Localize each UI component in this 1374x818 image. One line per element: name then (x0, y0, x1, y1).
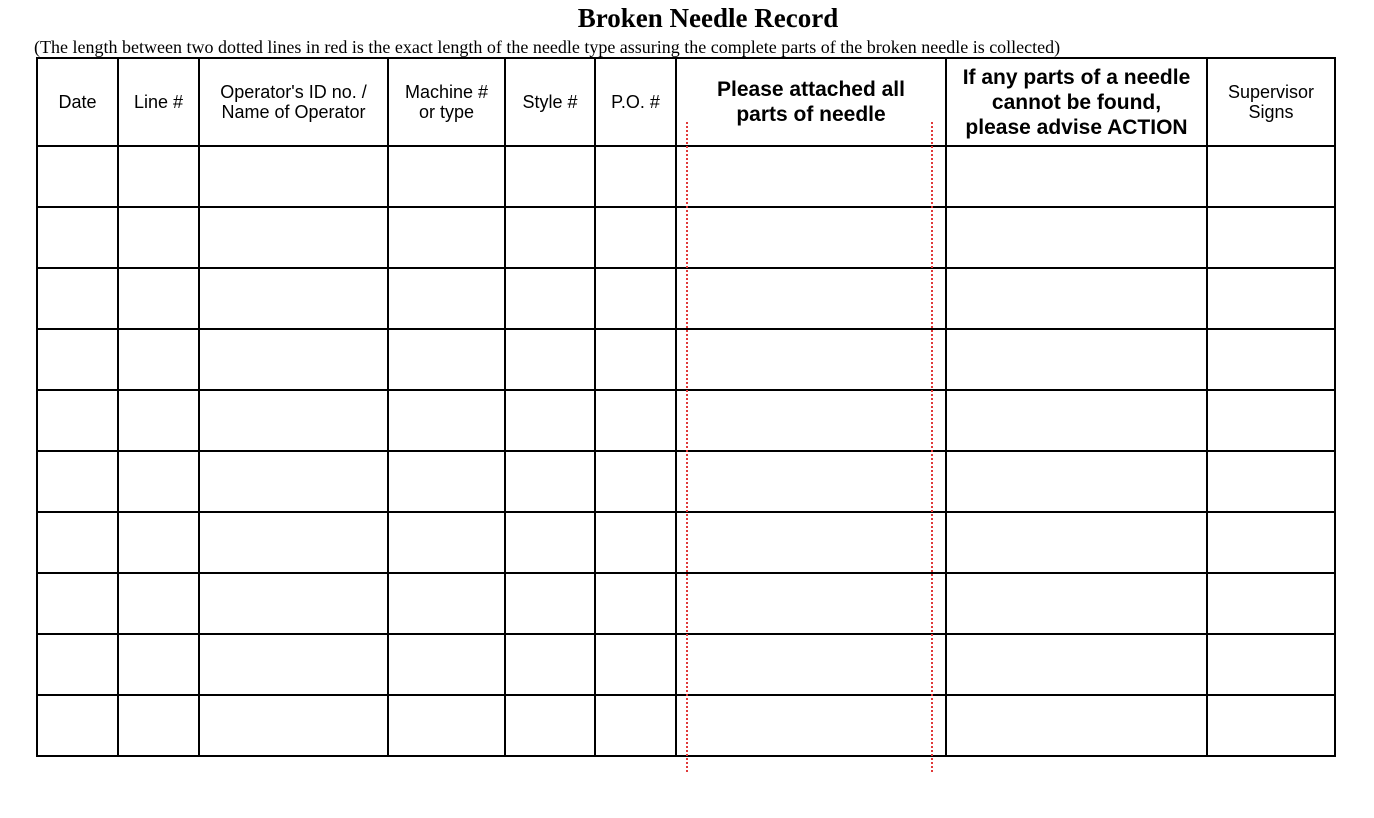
table-cell[interactable] (37, 512, 118, 573)
table-cell[interactable] (388, 207, 505, 268)
table-cell[interactable] (505, 207, 595, 268)
table-cell[interactable] (595, 634, 676, 695)
table-cell[interactable] (946, 329, 1207, 390)
header-line-number: Line # (118, 58, 199, 146)
table-cell[interactable] (595, 512, 676, 573)
table-cell[interactable] (505, 634, 595, 695)
table-cell[interactable] (595, 146, 676, 207)
table-cell[interactable] (946, 146, 1207, 207)
table-cell[interactable] (595, 329, 676, 390)
table-cell[interactable] (37, 207, 118, 268)
table-cell[interactable] (505, 146, 595, 207)
table-cell[interactable] (199, 512, 388, 573)
table-cell[interactable] (1207, 268, 1335, 329)
page-title: Broken Needle Record (577, 3, 839, 33)
table-cell[interactable] (946, 634, 1207, 695)
table-cell[interactable] (118, 268, 199, 329)
table-cell[interactable] (946, 512, 1207, 573)
table-cell[interactable] (199, 573, 388, 634)
table-cell[interactable] (946, 207, 1207, 268)
table-cell[interactable] (37, 329, 118, 390)
table-cell[interactable] (37, 390, 118, 451)
table-cell[interactable] (595, 268, 676, 329)
table-cell[interactable] (199, 695, 388, 756)
table-cell[interactable] (118, 573, 199, 634)
table-cell[interactable] (676, 390, 946, 451)
table-cell[interactable] (1207, 634, 1335, 695)
table-cell[interactable] (388, 390, 505, 451)
table-cell[interactable] (1207, 146, 1335, 207)
table-cell[interactable] (505, 451, 595, 512)
table-cell[interactable] (595, 390, 676, 451)
table-cell[interactable] (118, 390, 199, 451)
header-po: P.O. # (595, 58, 676, 146)
table-cell[interactable] (946, 573, 1207, 634)
header-style: Style # (505, 58, 595, 146)
table-cell[interactable] (595, 695, 676, 756)
table-cell[interactable] (676, 573, 946, 634)
table-cell[interactable] (388, 146, 505, 207)
table-cell[interactable] (676, 695, 946, 756)
header-date: Date (37, 58, 118, 146)
table-cell[interactable] (946, 390, 1207, 451)
table-cell[interactable] (37, 146, 118, 207)
table-cell[interactable] (118, 451, 199, 512)
table-cell[interactable] (199, 329, 388, 390)
table-cell[interactable] (199, 207, 388, 268)
table-cell[interactable] (595, 451, 676, 512)
table-cell[interactable] (388, 695, 505, 756)
table-cell[interactable] (676, 329, 946, 390)
table-cell[interactable] (1207, 573, 1335, 634)
table-cell[interactable] (37, 451, 118, 512)
header-machine: Machine # or type (388, 58, 505, 146)
table-cell[interactable] (505, 695, 595, 756)
table-cell[interactable] (946, 451, 1207, 512)
header-action: If any parts of a needle cannot be found, please advise ACTION (946, 58, 1207, 146)
needle-length-guide-right (931, 122, 933, 772)
table-cell[interactable] (199, 634, 388, 695)
table-cell[interactable] (1207, 207, 1335, 268)
table-cell[interactable] (946, 695, 1207, 756)
table-cell[interactable] (118, 207, 199, 268)
table-cell[interactable] (1207, 451, 1335, 512)
table-cell[interactable] (676, 146, 946, 207)
table-cell[interactable] (37, 634, 118, 695)
table-cell[interactable] (505, 573, 595, 634)
table-cell[interactable] (1207, 512, 1335, 573)
table-cell[interactable] (118, 512, 199, 573)
header-attach-needle: Please attached all parts of needle (676, 58, 946, 146)
header-operator: Operator's ID no. / Name of Operator (199, 58, 388, 146)
table-cell[interactable] (505, 512, 595, 573)
table-cell[interactable] (388, 634, 505, 695)
table-cell[interactable] (388, 573, 505, 634)
table-cell[interactable] (676, 634, 946, 695)
table-cell[interactable] (37, 268, 118, 329)
table-cell[interactable] (595, 207, 676, 268)
table-cell[interactable] (388, 329, 505, 390)
table-cell[interactable] (505, 268, 595, 329)
table-cell[interactable] (676, 512, 946, 573)
table-cell[interactable] (1207, 695, 1335, 756)
table-cell[interactable] (595, 573, 676, 634)
table-cell[interactable] (199, 390, 388, 451)
table-cell[interactable] (118, 634, 199, 695)
table-cell[interactable] (118, 146, 199, 207)
needle-length-guide-left (686, 122, 688, 772)
table-cell[interactable] (37, 573, 118, 634)
header-supervisor: Supervisor Signs (1207, 58, 1335, 146)
table-cell[interactable] (199, 268, 388, 329)
table-cell[interactable] (199, 451, 388, 512)
table-cell[interactable] (118, 695, 199, 756)
table-cell[interactable] (199, 146, 388, 207)
table-cell[interactable] (1207, 329, 1335, 390)
table-cell[interactable] (388, 268, 505, 329)
table-cell[interactable] (676, 268, 946, 329)
table-cell[interactable] (946, 268, 1207, 329)
table-cell[interactable] (676, 451, 946, 512)
table-cell[interactable] (388, 451, 505, 512)
dotted-lines-note: (The length between two dotted lines in red is the exact length of the needle type assuring the complete parts of the broken needle is collected) (34, 37, 1061, 57)
table-cell[interactable] (118, 329, 199, 390)
table-cell[interactable] (505, 390, 595, 451)
table-cell[interactable] (676, 207, 946, 268)
table-cell[interactable] (505, 329, 595, 390)
table-cell[interactable] (388, 512, 505, 573)
table-cell[interactable] (37, 695, 118, 756)
table-cell[interactable] (1207, 390, 1335, 451)
